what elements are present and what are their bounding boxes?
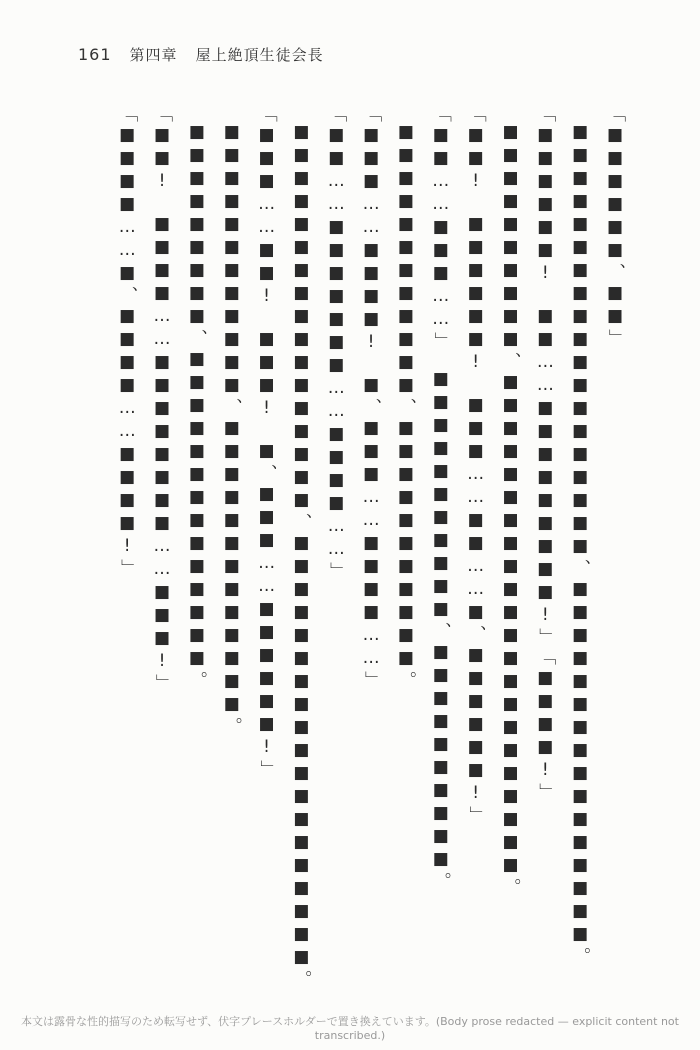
chapter-title: 屋上絶頂生徒会長 — [195, 46, 324, 64]
text-column: 「■■! ■■■■……■■■■■■■■……■■■!」 — [152, 105, 173, 694]
text-column: ■■■■■■■■■■■■■■■■■、■■■■■■■■■■■■■■■■■■■。 — [291, 122, 312, 990]
vertical-text-body — [70, 105, 632, 1005]
running-head — [78, 44, 324, 65]
text-column: 「■■■■!」 — [535, 648, 556, 803]
text-column: 「■■■■■■! ■■……■■■■■■■■■!」 — [535, 105, 556, 648]
text-column: ■■■■■■■■■■■■、■■■■■■■■■■■。 — [395, 122, 416, 691]
text-column: 「■■! ■■■■■■! ■■■……■■……■、■■■■■■!」 — [465, 105, 486, 826]
text-column: ■■■■■■■■■、■■■■■■■■■■■■■■。 — [186, 122, 207, 691]
text-column: 「■■……■■■■■■■……■■■■……」 — [326, 105, 347, 582]
text-column: 「■■……■■■……」 — [430, 105, 451, 352]
text-column: 「■■■■……■、■■■■……■■■■!」 — [117, 105, 138, 579]
text-column: 「■■■……■■! ■■■! ■、■■■……■■■■■■!」 — [256, 105, 277, 780]
text-column: ■■■■■■■■■■■■、■■■■■■■■■■■■■。 — [221, 122, 242, 737]
chapter-label: 第四章 — [129, 46, 178, 64]
page-number: 161 — [78, 45, 112, 64]
text-column: ■■■■■■■■■■■■■■■■■■■、■■■■■■■■■■■■■■■■。 — [570, 122, 591, 967]
text-column: 「■■■……■■■■! ■、■■■……■■■■……」 — [361, 105, 382, 691]
redaction-note: 本文は露骨な性的描写のため転写せず、伏字プレースホルダーで置き換えています。(Body prose redacted — explicit content not transcribed.) — [21, 1015, 679, 1042]
text-column: 「■■■■■■、■■」 — [605, 105, 625, 349]
text-column: ■■■■■■■■■■■、■■■■■■■■■■。 — [430, 369, 451, 892]
text-column: ■■■■■■■■■■、■■■■■■■■■■■■■■■■■■■■■■。 — [500, 122, 521, 898]
